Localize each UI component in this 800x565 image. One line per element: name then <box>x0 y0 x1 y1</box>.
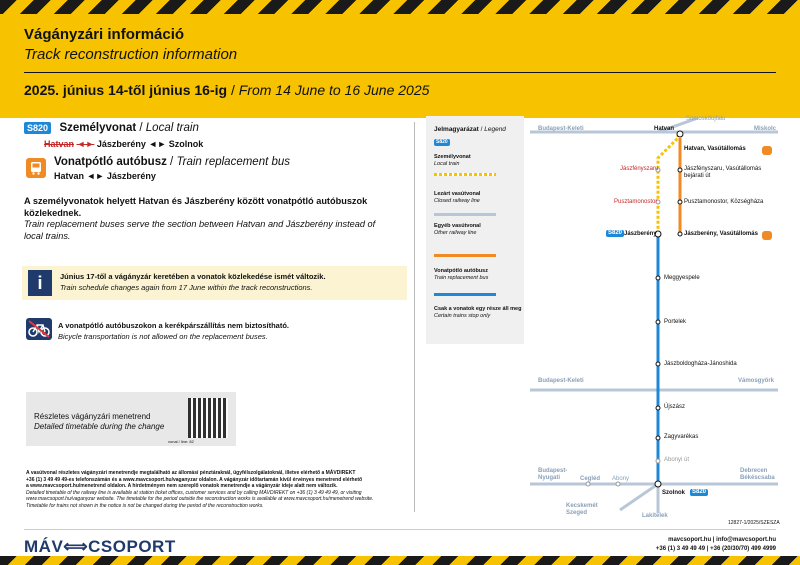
timetable-en: Detailed timetable during the change <box>34 422 165 431</box>
bus-route: Hatvan ◄► Jászberény <box>54 171 156 181</box>
map-label-portelek: Portelek <box>664 319 687 325</box>
station-ujszasz <box>656 406 660 410</box>
map-label-szolnok: Szolnok <box>662 490 686 496</box>
notice-en: Train replacement buses serve the section between Hatvan and Jászberény instead of local trains. <box>24 219 376 241</box>
column-divider <box>414 122 415 512</box>
map-label-pusztamonostor: Pusztamonostor <box>614 199 658 205</box>
contact-phones: +36 (1) 3 49 49 49 | +36 (20/30/70) 499 4999 <box>655 546 776 552</box>
header-banner <box>0 14 800 118</box>
station-meggyespele <box>656 276 660 280</box>
map-label-jaszbereny-bus: Jászberény, Vasútállomás <box>684 231 758 237</box>
fineprint <box>26 470 406 509</box>
station-portelek <box>656 320 660 324</box>
local-train-hu: Személyvonat <box>59 122 137 134</box>
legend-title: Jelmagyarázat / Legend <box>434 126 506 133</box>
map-label-cegled: Cegléd <box>580 476 601 482</box>
station-szolnok <box>655 481 661 487</box>
line-kecskemet <box>620 484 658 510</box>
info-hu: Június 17-től a vágányzár keretében a vonatok közlekedése ismét változik. <box>60 272 326 281</box>
mav-logo: MÁV⟺CSOPORT <box>24 537 176 556</box>
map-label-abony: Abony <box>612 476 630 482</box>
bike-hu: A vonatpótló autóbuszokon a kerékpárszállítás nem biztosítható. <box>58 321 290 330</box>
date-sep: / <box>227 82 239 98</box>
date-range <box>24 82 429 98</box>
local-train-sep: / <box>136 122 146 134</box>
footer-divider <box>24 529 776 530</box>
bicycle-icon <box>26 318 52 340</box>
station-abonyi-ut <box>656 459 660 463</box>
map-label-vamosgyork: Vámosgyörk <box>738 378 775 384</box>
legend-other: Egyéb vasútvonal Other railway line <box>434 223 481 236</box>
qr-code[interactable] <box>188 398 228 438</box>
legend-closed-line <box>434 173 496 176</box>
closed-line <box>658 134 678 234</box>
fineprint-line6: Timetable for trains not shown in the notice is not be changed during the period of the reconstruction works. <box>26 502 264 509</box>
map-label-budapest-keleti-mid: Budapest-Keleti <box>538 378 584 384</box>
bus-sep: / <box>166 156 177 168</box>
date-en: From 14 June to 16 June 2025 <box>238 82 430 98</box>
map-label-jaszfenyszaru: Jászfényszaru <box>620 166 659 172</box>
info-en: Train schedule changes again from 17 June within the track reconstructions. <box>60 283 313 292</box>
local-train-section <box>24 118 203 149</box>
local-train-route <box>44 139 203 149</box>
map-label-somoskoujfalu: Somoskőújfalu <box>686 116 726 122</box>
local-train-en: Local train <box>145 122 199 134</box>
map-label-zagyvarekas: Zagyvarékas <box>664 434 699 440</box>
contact-web-email[interactable]: mavcsoport.hu | info@mavcsoport.hu <box>668 537 776 543</box>
header-divider <box>24 72 776 73</box>
map-label-miskolc: Miskolc <box>754 126 777 132</box>
legend-box <box>426 116 524 344</box>
route-szolnok: Szolnok <box>168 139 204 149</box>
map-label-abonyi-ut: Abonyi út <box>664 457 690 463</box>
bike-notice <box>58 320 289 342</box>
route-hatvan-struck: Hatvan <box>44 139 75 149</box>
qr-caption: vonal / line: 82 <box>168 439 194 444</box>
station-hatvan <box>677 131 683 137</box>
title-en: Track reconstruction information <box>24 46 238 63</box>
map-label-hatvan-bus: Hatvan, Vasútállomás <box>684 146 746 152</box>
title-hu: Vágányzári információ <box>24 26 185 43</box>
route-jaszbereny: Jászberény <box>96 139 146 149</box>
map-label-hatvan: Hatvan <box>654 126 675 132</box>
map-label-budapest-nyugati: Budapest-Nyugati <box>538 468 568 481</box>
top-hazard-stripe <box>0 0 800 14</box>
legend-bus: Vonatpótló autóbusz Train replacement bus <box>434 268 489 281</box>
bus-icon <box>26 158 46 178</box>
station-zagyvarekas <box>656 436 660 440</box>
map-label-kecskemet: Kecskemét Szeged <box>566 503 598 516</box>
map-label-pusztamonostor-bus: Pusztamonostor, Községháza <box>684 199 764 205</box>
footer-contact <box>656 536 776 554</box>
legend-closed: Lezárt vasútvonal Closed railway line <box>434 191 481 204</box>
timetable-box <box>26 392 236 446</box>
legend-s820-badge: S820 <box>436 139 448 145</box>
legend-local: Személyvonat Local train <box>434 154 471 167</box>
document-number: 12827-1/2025/SZESZA <box>728 520 780 526</box>
notice-hu: A személyvonatok helyett Hatvan és Jászberény között vonatpótló autóbuszok közlekednek. <box>24 196 368 218</box>
map-label-jaszbereny: Jászberény <box>624 231 657 237</box>
bus-icon-hatvan <box>762 146 772 155</box>
bus-icon-jaszbereny <box>762 231 772 240</box>
fineprint-line2: +36 (1) 3 49 49 49-es telefonszámán és a www.mavcsoport.hu/vaganyzar oldalon. A vágányzár időtartamán kívül érvényes menetrend elérhető <box>26 476 363 483</box>
fineprint-line3: a www.mavcsoport.hu/menetrend oldalon. A hirdetményen nem szereplő vonatok menetrendje a vágányzár ideje alatt nem változik. <box>26 483 338 489</box>
info-icon: i <box>28 270 52 296</box>
replacement-notice <box>24 196 384 242</box>
bus-en: Train replacement bus <box>176 156 291 168</box>
map-badge-jaszbereny: S820 <box>608 230 623 236</box>
map-label-meggyespele: Meggyespele <box>664 275 700 281</box>
bus-section <box>54 156 290 181</box>
route-arrows-struck: ◄► <box>76 139 95 149</box>
map-label-jaszboldoghaza: Jászboldogháza-Jánoshida <box>664 361 737 367</box>
legend-certain-line <box>434 293 496 296</box>
map-label-budapest-keleti-top: Budapest-Keleti <box>538 126 584 132</box>
bottom-hazard-stripe <box>0 556 800 565</box>
legend-certain: Csak a vonatok egy része áll meg Certain trains stop only <box>434 306 522 319</box>
station-jaszboldoghaza <box>656 362 660 366</box>
route-arrows: ◄► <box>148 139 167 149</box>
map-label-ujszasz: Újszász <box>664 404 686 410</box>
map-badge-szolnok: S820 <box>692 489 707 495</box>
fineprint-line4: Detailed timetable of the railway line is available at station ticket offices, customer services and by calling MÁVDIREKT on +36 (1) 3 49 49 49, or visiting <box>26 489 362 496</box>
legend-other-line <box>434 213 496 216</box>
bus-hu: Vonatpótló autóbusz <box>54 156 167 168</box>
date-hu: 2025. június 14-től június 16-ig <box>24 82 228 98</box>
fineprint-line5: www.mavcsoport.hu/vaganyzar website. The timetable for the period outside the reconstruction works is available at www.mavcsoport.hu/menetrend website. <box>26 496 374 502</box>
map-label-debrecen: Debrecen Békéscsaba <box>740 468 775 481</box>
fineprint-line1: A vasútvonal részletes vágányzári menetrendje megtalálható az állomási pénztáraknál, ügyfélszolgálatoknál, illetve elérhető a MÁVDIREKT <box>26 470 356 476</box>
info-box <box>22 266 407 300</box>
timetable-hu: Részletes vágányzári menetrend <box>34 412 151 421</box>
busstop-jaszbereny <box>678 232 682 236</box>
map-label-lakitelek: Lakitelek <box>642 513 668 519</box>
s820-badge: S820 <box>24 122 51 134</box>
bike-en: Bicycle transportation is not allowed on the replacement buses. <box>58 332 268 341</box>
legend-bus-line <box>434 254 496 257</box>
map-label-jaszfenyszaru-bus: Jászfényszaru, Vasútállomás bejárati út <box>684 166 762 179</box>
busstop-jaszfenyszaru <box>678 168 682 172</box>
busstop-pusztamonostor <box>678 200 682 204</box>
